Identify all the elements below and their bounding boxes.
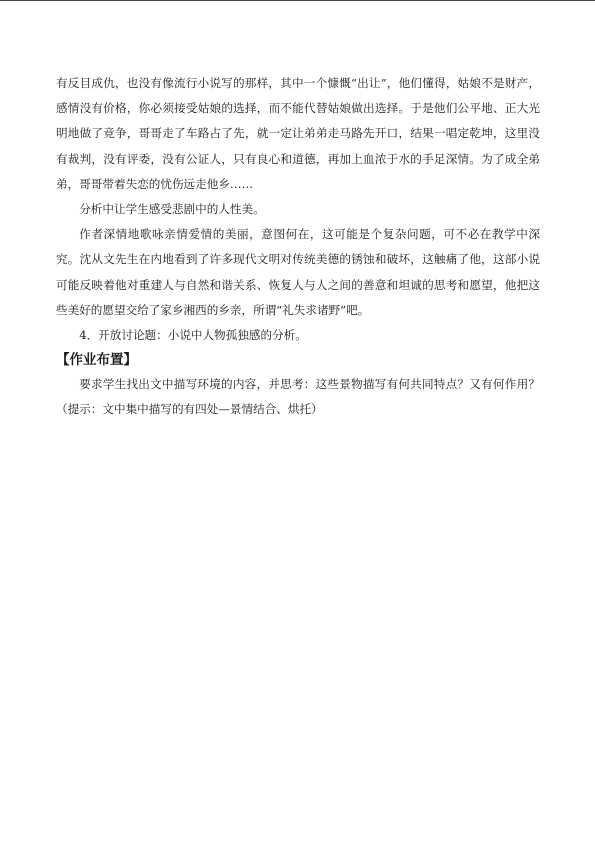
paragraph-discussion-topic: 4．开放讨论题：小说中人物孤独感的分析。 bbox=[79, 328, 307, 343]
homework-text: 要求学生找出文中描写环境的内容，并思考：这些景物描写有何共同特点？又有何作用？（提示：文中集中描写的有四处—景情结合、烘托） bbox=[56, 377, 540, 417]
paragraph-tragic-humanity: 分析中让学生感受悲剧中的人性美。 bbox=[79, 202, 265, 217]
document-body bbox=[56, 71, 540, 423]
homework-heading: 【作业布置】 bbox=[56, 352, 137, 369]
paragraph-brothers-competition: 有反目成仇，也没有像流行小说写的那样，其中一个慷慨“出让”，他们懂得，姑娘不是财产，感情没有价格，你必须接受姑娘的选择，而不能代替姑娘做出选择。于是他们公平地、正大光明地做了竞争，哥哥走了车路占了先，就一定让弟弟走马路先开口，结果一唱定乾坤，这里没有裁判，没有评委，没有公证人，只有良心和道德，再加上血浓于水的手足深情。为了成全弟弟，哥哥带着失恋的忧伤远走他乡…… bbox=[56, 76, 540, 191]
header-rule bbox=[0, 0, 595, 1]
paragraph-author-intent: 作者深情地歌咏亲情爱情的美丽，意图何在，这可能是个复杂问题，可不必在教学中深究。沈从文先生在内地看到了许多现代文明对传统美德的锈蚀和破坏，这触痛了他，这部小说可能反映着他对重建人与自然和谐关系、恢复人与人之间的善意和坦诚的思考和愿望，他把这些美好的愿望交给了家乡湘西的乡亲，所谓“礼失求诸野”吧。 bbox=[56, 227, 540, 317]
